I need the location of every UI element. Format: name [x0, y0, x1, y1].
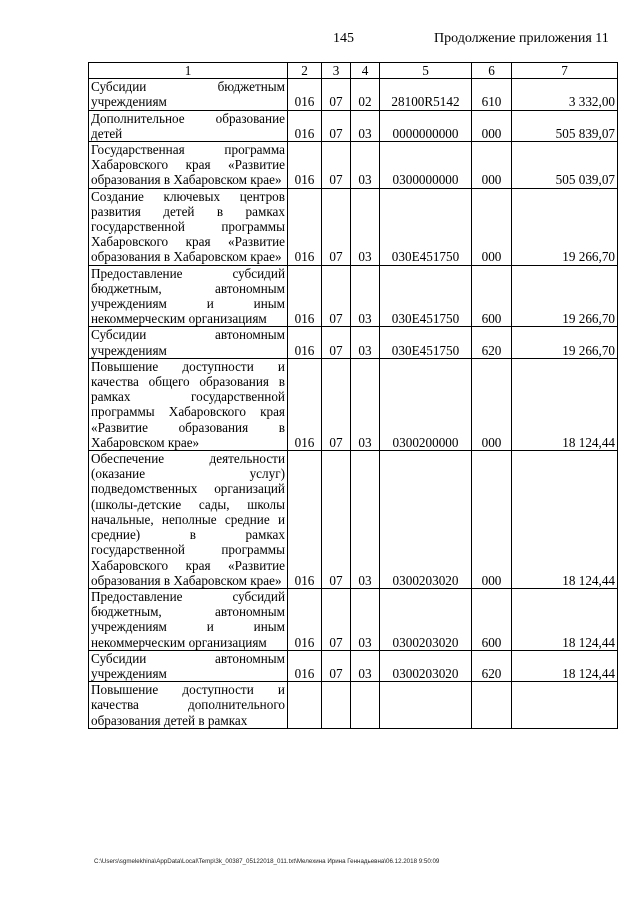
table-row — [89, 358, 618, 450]
row-name: Дополнительное образование детей — [89, 110, 288, 141]
table-row — [89, 682, 618, 729]
row-code: 016 — [288, 142, 322, 189]
row-subsection: 03 — [351, 110, 380, 141]
row-target: 0300000000 — [380, 142, 472, 189]
row-amount: 505 039,07 — [512, 142, 618, 189]
table-row — [89, 265, 618, 327]
row-section: 07 — [322, 650, 351, 681]
row-name: Субсидии автономным учреждениям — [89, 650, 288, 681]
row-section — [322, 682, 351, 729]
row-expense-type — [472, 682, 512, 729]
row-expense-type: 620 — [472, 650, 512, 681]
table-row — [89, 451, 618, 589]
row-section: 07 — [322, 79, 351, 110]
row-name: Предоставление субсидий бюджетным, автономным учреждениям и иным некоммерческим организациям — [89, 265, 288, 327]
row-code: 016 — [288, 188, 322, 265]
row-subsection — [351, 682, 380, 729]
table-row — [89, 188, 618, 265]
row-subsection: 03 — [351, 451, 380, 589]
row-amount: 18 124,44 — [512, 588, 618, 650]
column-number: 4 — [351, 63, 380, 79]
row-name: Повышение доступности и качества дополнительного образования детей в рамках — [89, 682, 288, 729]
budget-table — [88, 62, 618, 729]
row-code: 016 — [288, 588, 322, 650]
row-target: 0000000000 — [380, 110, 472, 141]
row-expense-type: 610 — [472, 79, 512, 110]
row-name: Субсидии автономным учреждениям — [89, 327, 288, 358]
row-section: 07 — [322, 358, 351, 450]
column-number: 5 — [380, 63, 472, 79]
table-row — [89, 327, 618, 358]
row-amount: 18 124,44 — [512, 650, 618, 681]
row-name: Повышение доступности и качества общего образования в рамках государственной программы Хабаровского края «Развитие образования в Хабаровском крае» — [89, 358, 288, 450]
row-expense-type: 600 — [472, 588, 512, 650]
row-code: 016 — [288, 358, 322, 450]
footer-file-path: C:\Users\sgmelekhina\AppData\Local\Temp\3k_00387_05122018_011.txt\Мелехина Ирина Геннадьевна\06.12.2018 9:50:09 — [94, 858, 440, 865]
row-section: 07 — [322, 327, 351, 358]
row-section: 07 — [322, 188, 351, 265]
row-code: 016 — [288, 110, 322, 141]
row-amount: 18 124,44 — [512, 451, 618, 589]
row-section: 07 — [322, 110, 351, 141]
row-expense-type: 000 — [472, 358, 512, 450]
table-row — [89, 79, 618, 110]
row-amount: 3 332,00 — [512, 79, 618, 110]
row-section: 07 — [322, 451, 351, 589]
row-expense-type: 600 — [472, 265, 512, 327]
row-target: 28100R5142 — [380, 79, 472, 110]
row-section: 07 — [322, 588, 351, 650]
row-code: 016 — [288, 451, 322, 589]
row-subsection: 03 — [351, 265, 380, 327]
row-expense-type: 000 — [472, 110, 512, 141]
row-target: 0300203020 — [380, 650, 472, 681]
row-code: 016 — [288, 650, 322, 681]
row-expense-type: 620 — [472, 327, 512, 358]
row-amount — [512, 682, 618, 729]
row-name: Создание ключевых центров развития детей в рамках государственной программы Хабаровского края «Развитие образования в Хабаровском крае» — [89, 188, 288, 265]
column-number-row — [89, 63, 618, 79]
row-expense-type: 000 — [472, 451, 512, 589]
page-number: 145 — [333, 31, 354, 46]
row-target: 0300203020 — [380, 451, 472, 589]
row-amount: 19 266,70 — [512, 327, 618, 358]
row-subsection: 03 — [351, 327, 380, 358]
table-row — [89, 142, 618, 189]
row-code: 016 — [288, 79, 322, 110]
row-code: 016 — [288, 265, 322, 327]
row-amount: 19 266,70 — [512, 265, 618, 327]
row-expense-type: 000 — [472, 188, 512, 265]
row-code: 016 — [288, 327, 322, 358]
row-target: 030Е451750 — [380, 188, 472, 265]
column-number: 3 — [322, 63, 351, 79]
row-name: Субсидии бюджетным учреждениям — [89, 79, 288, 110]
row-target: 0300203020 — [380, 588, 472, 650]
row-amount: 505 839,07 — [512, 110, 618, 141]
row-section: 07 — [322, 265, 351, 327]
table-row — [89, 110, 618, 141]
row-name: Государственная программа Хабаровского края «Развитие образования в Хабаровском крае» — [89, 142, 288, 189]
row-target: 030Е451750 — [380, 327, 472, 358]
row-subsection: 03 — [351, 588, 380, 650]
table-row — [89, 588, 618, 650]
row-code — [288, 682, 322, 729]
row-subsection: 03 — [351, 650, 380, 681]
row-target: 0300200000 — [380, 358, 472, 450]
row-subsection: 03 — [351, 358, 380, 450]
column-number: 2 — [288, 63, 322, 79]
appendix-continuation-note: Продолжение приложения 11 — [434, 31, 609, 46]
row-amount: 19 266,70 — [512, 188, 618, 265]
column-number: 1 — [89, 63, 288, 79]
column-number: 6 — [472, 63, 512, 79]
row-subsection: 02 — [351, 79, 380, 110]
row-expense-type: 000 — [472, 142, 512, 189]
row-name: Обеспечение деятельности (оказание услуг) подведомственных организаций (школы-детские сады, школы начальные, неполные средние и средние) в рамках государственной программы Хабаровского края «Развитие образования в Хабаровском крае» — [89, 451, 288, 589]
row-target — [380, 682, 472, 729]
row-section: 07 — [322, 142, 351, 189]
row-subsection: 03 — [351, 142, 380, 189]
row-subsection: 03 — [351, 188, 380, 265]
column-number: 7 — [512, 63, 618, 79]
row-amount: 18 124,44 — [512, 358, 618, 450]
row-target: 030Е451750 — [380, 265, 472, 327]
row-name: Предоставление субсидий бюджетным, автономным учреждениям и иным некоммерческим организациям — [89, 588, 288, 650]
table-row — [89, 650, 618, 681]
